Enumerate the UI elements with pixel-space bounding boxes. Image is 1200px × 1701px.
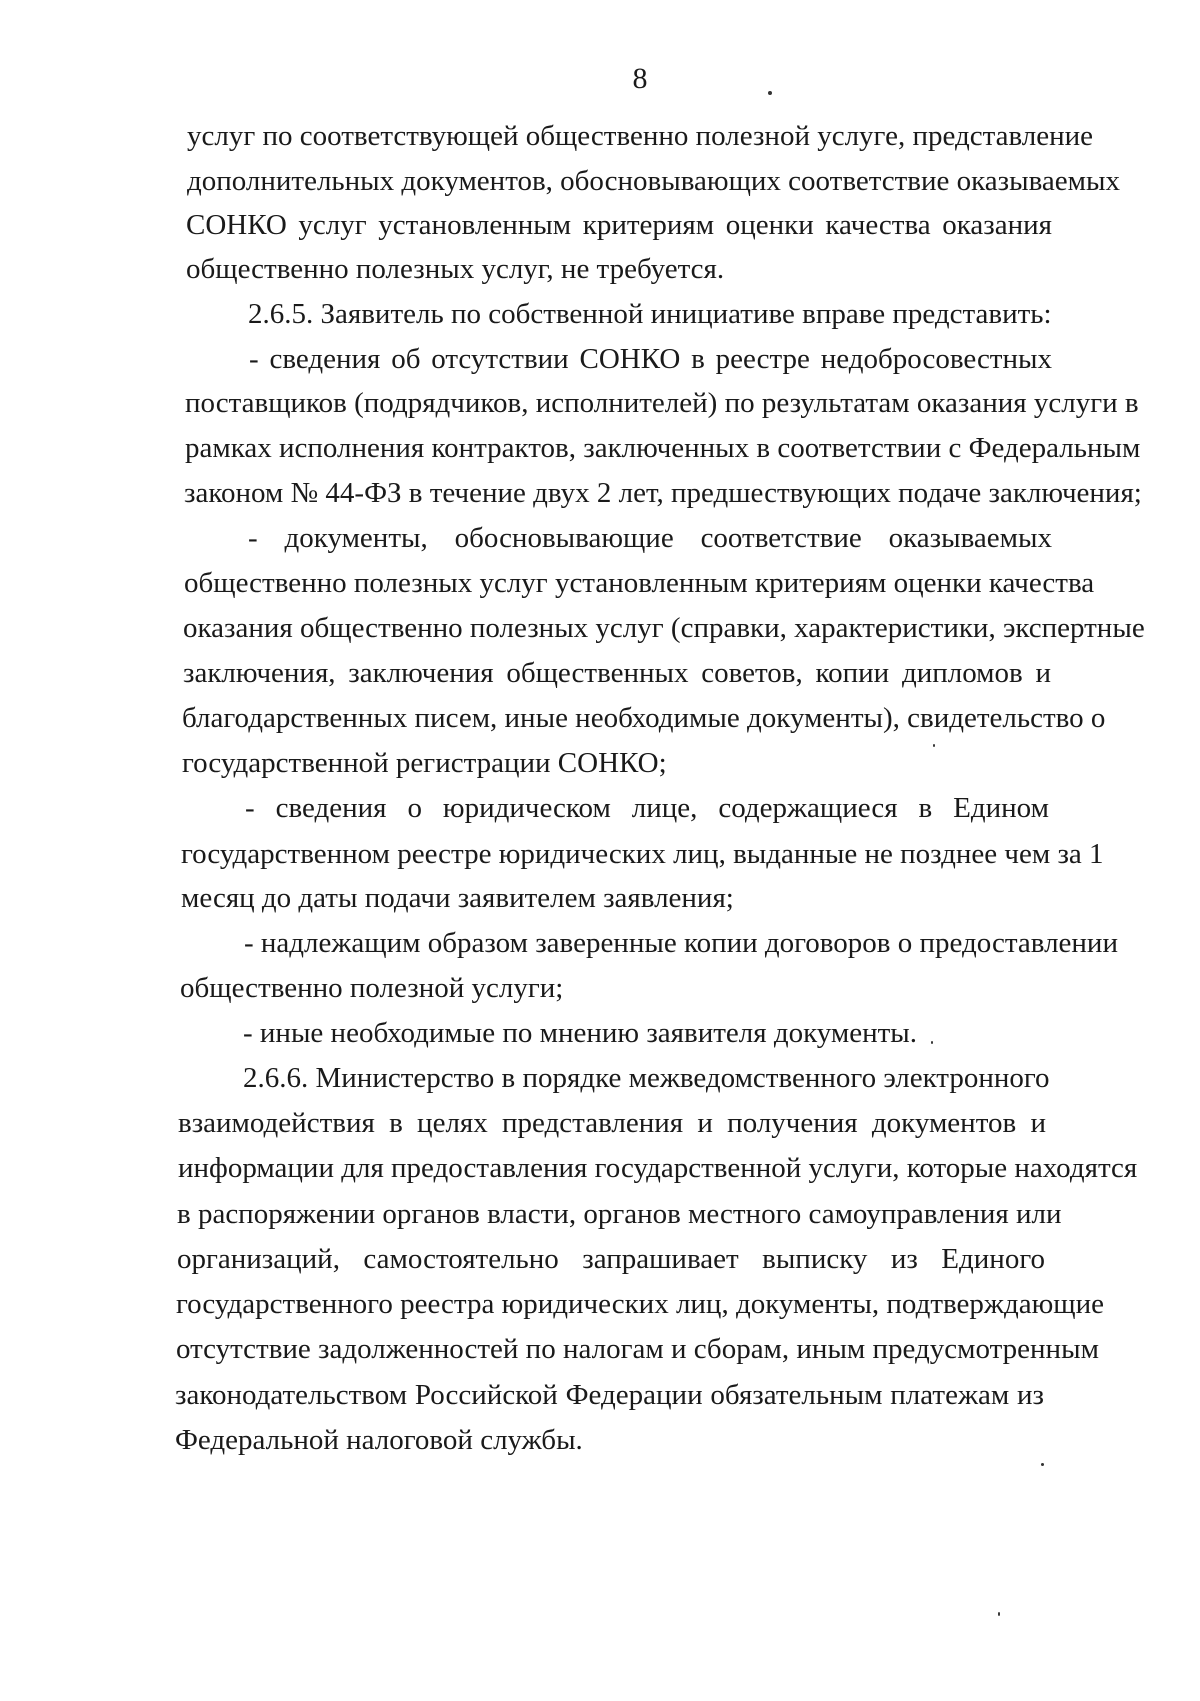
scan-speck	[933, 744, 935, 747]
text-line: - документы, обосновывающие соответствие оказываемых	[248, 522, 1052, 554]
text-line: рамках исполнения контрактов, заключенных в соответствии с Федеральным	[185, 432, 1141, 464]
text-line: 2.6.5. Заявитель по собственной инициативе вправе представить:	[248, 298, 1052, 330]
text-line: законом № 44-ФЗ в течение двух 2 лет, предшествующих подаче заключения;	[184, 477, 1142, 509]
text-line: 2.6.6. Министерство в порядке межведомственного электронного	[243, 1062, 1050, 1094]
text-line: отсутствие задолженностей по налогам и сборам, иным предусмотренным	[176, 1333, 1099, 1365]
text-line: государственной регистрации СОНКО;	[182, 747, 667, 779]
text-line: взаимодействия в целях представления и получения документов и	[178, 1107, 1046, 1139]
text-line: - надлежащим образом заверенные копии договоров о предоставлении	[244, 927, 1118, 959]
text-line: дополнительных документов, обосновывающих соответствие оказываемых	[187, 165, 1120, 197]
text-line: оказания общественно полезных услуг (справки, характеристики, экспертные	[183, 612, 1145, 644]
text-line: Федеральной налоговой службы.	[175, 1424, 583, 1456]
text-line: - сведения о юридическом лице, содержащиеся в Едином	[245, 792, 1049, 824]
text-line: услуг по соответствующей общественно полезной услуге, представление	[187, 120, 1094, 152]
text-line: государственном реестре юридических лиц, выданные не позднее чем за 1	[181, 838, 1104, 870]
text-line: - сведения об отсутствии СОНКО в реестре недобросовестных	[249, 343, 1052, 375]
text-line: в распоряжении органов власти, органов местного самоуправления или	[177, 1198, 1062, 1230]
text-line: информации для предоставления государственной услуги, которые находятся	[178, 1152, 1138, 1184]
text-line: месяц до даты подачи заявителем заявления;	[181, 882, 734, 914]
text-line: организаций, самостоятельно запрашивает выписку из Единого	[177, 1243, 1045, 1275]
text-line: общественно полезных услуг установленным критериям оценки качества	[184, 567, 1095, 599]
text-line: законодательством Российской Федерации обязательным платежам из	[175, 1379, 1044, 1411]
scan-speck	[1041, 1463, 1044, 1466]
text-line: - иные необходимые по мнению заявителя документы.	[243, 1017, 918, 1049]
scan-speck	[931, 1041, 933, 1044]
text-line: общественно полезной услуги;	[180, 972, 564, 1004]
text-line: благодарственных писем, иные необходимые документы), свидетельство о	[182, 702, 1106, 734]
text-line: поставщиков (подрядчиков, исполнителей) по результатам оказания услуги в	[185, 387, 1139, 419]
text-line: общественно полезных услуг, не требуется.	[186, 253, 725, 285]
scan-speck	[998, 1612, 1000, 1616]
text-line: СОНКО услуг установленным критериям оценки качества оказания	[186, 209, 1052, 241]
page-number: 8	[632, 62, 648, 95]
text-line: заключения, заключения общественных советов, копии дипломов и	[183, 657, 1051, 689]
scan-speck	[768, 91, 772, 95]
text-line: государственного реестра юридических лиц, документы, подтверждающие	[176, 1288, 1104, 1320]
